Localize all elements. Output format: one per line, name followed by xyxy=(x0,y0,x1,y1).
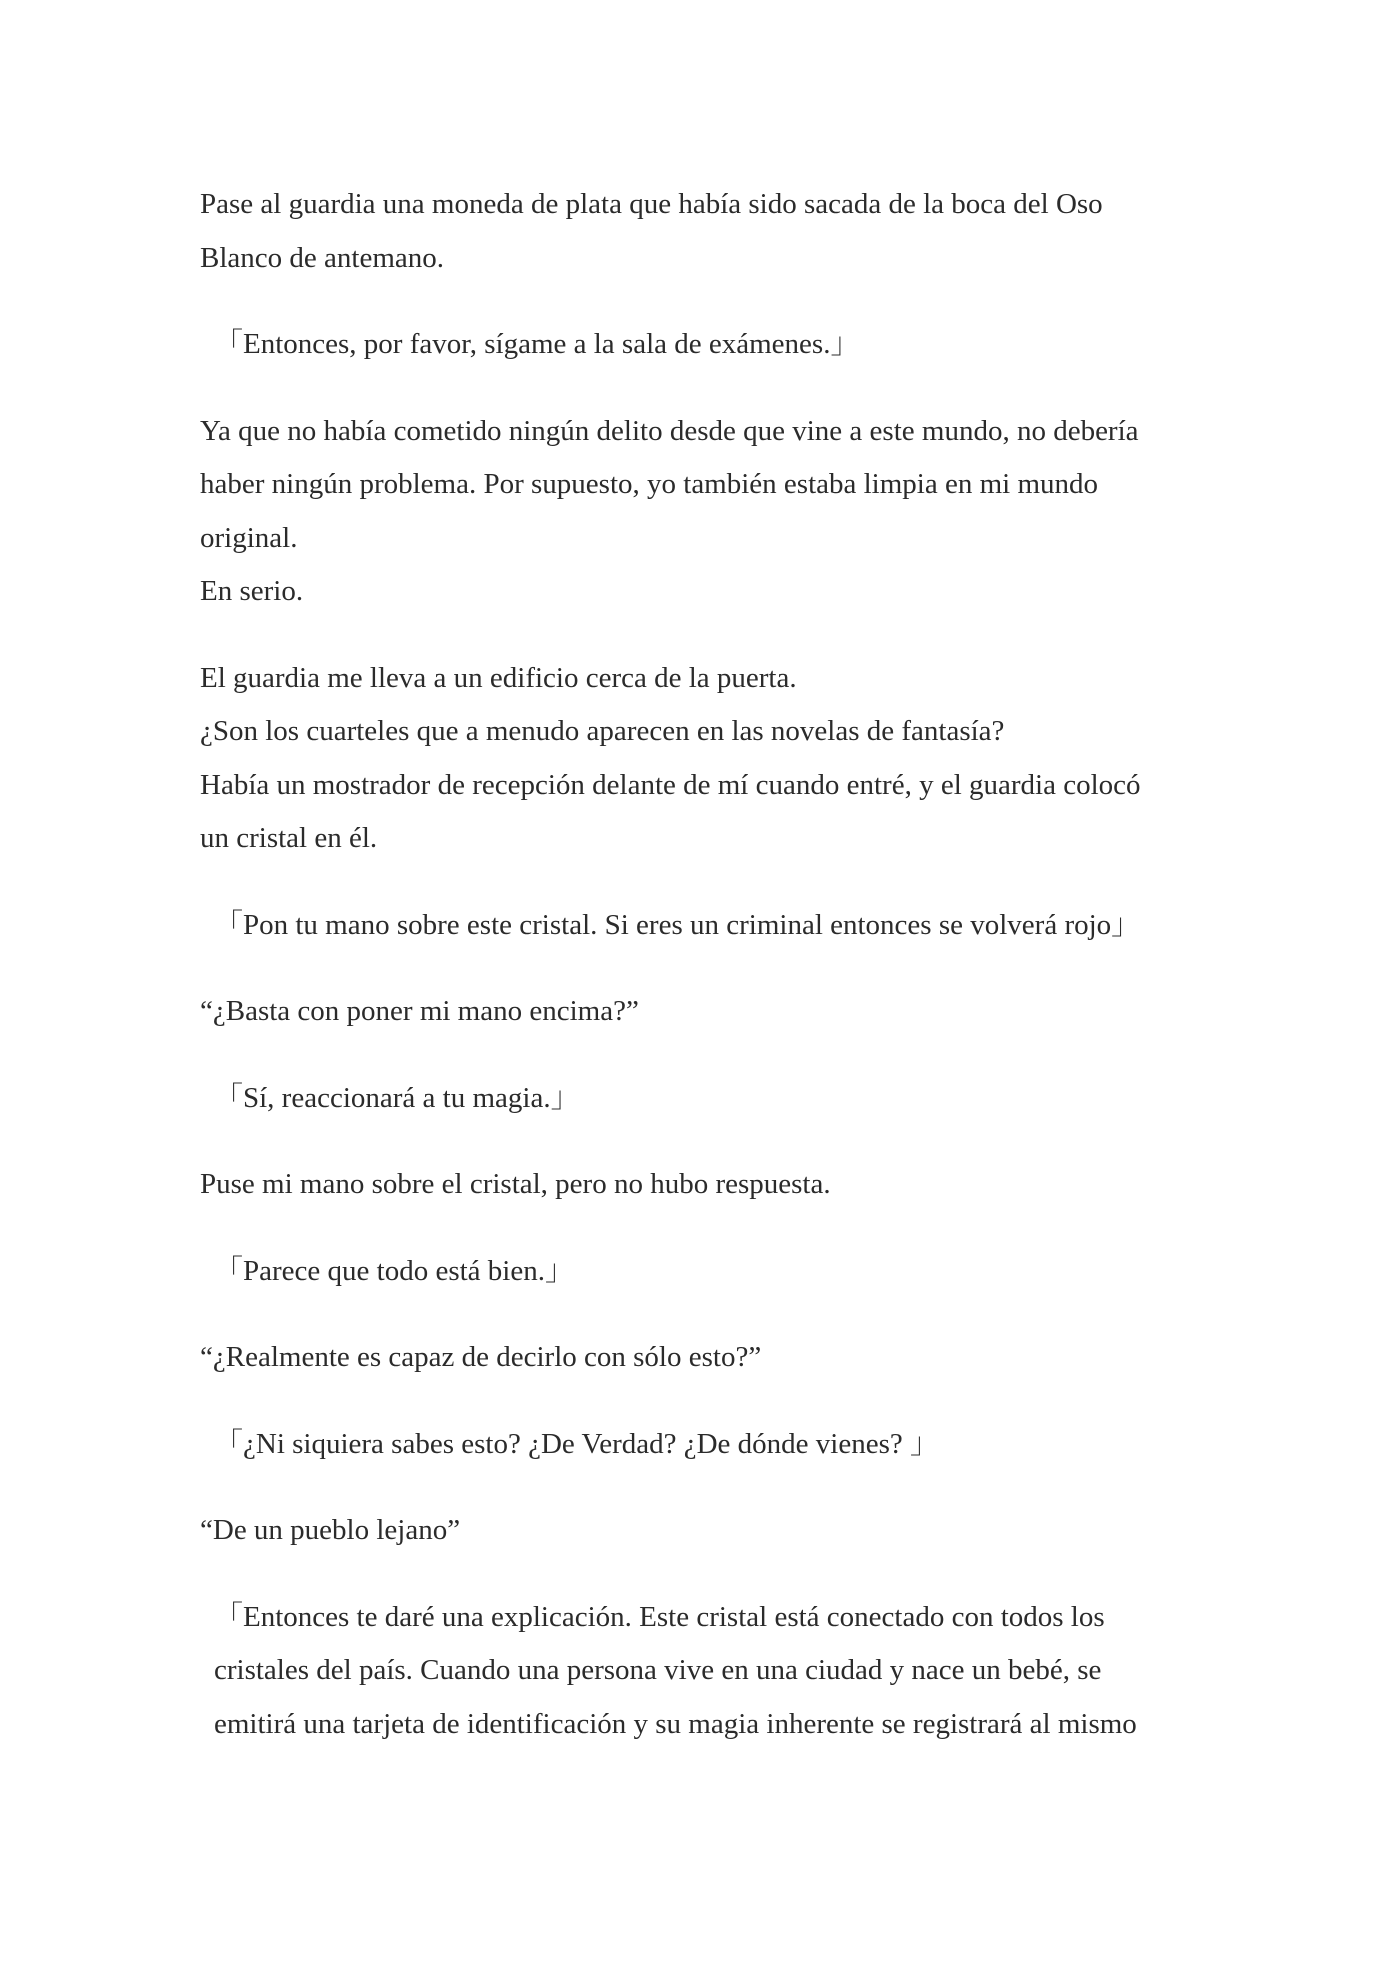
dialogue-paragraph xyxy=(200,1591,1210,1752)
dialogue-paragraph xyxy=(200,1072,1210,1126)
paragraph xyxy=(200,652,1210,866)
text-line: Pase al guardia una moneda de plata que había sido sacada de la boca del Oso xyxy=(200,188,1103,220)
text-line: “¿Basta con poner mi mano encima?” xyxy=(200,995,639,1027)
text-line: El guardia me lleva a un edificio cerca de la puerta. xyxy=(200,661,797,694)
text-line: 「Entonces, por favor, sígame a la sala de exámenes.」 xyxy=(214,328,860,360)
text-line: 「Sí, reaccionará a tu magia.」 xyxy=(214,1081,580,1114)
dialogue-paragraph xyxy=(200,899,1210,953)
text-line: un cristal en él. xyxy=(200,822,378,854)
text-line: “¿Realmente es capaz de decirlo con sólo esto?” xyxy=(200,1341,762,1373)
paragraph xyxy=(200,405,1210,619)
text-line: haber ningún problema. Por supuesto, yo también estaba limpia en mi mundo xyxy=(200,468,1099,500)
text-line: Había un mostrador de recepción delante de mí cuando entré, y el guardia colocó xyxy=(200,768,1141,801)
dialogue-paragraph xyxy=(200,1418,1210,1472)
text-line: 「¿Ni siquiera sabes esto? ¿De Verdad? ¿De dónde vienes? 」 xyxy=(214,1427,940,1460)
text-line: cristales del país. Cuando una persona vive en una ciudad y nace un bebé, se xyxy=(214,1654,1102,1686)
dialogue-paragraph xyxy=(200,318,1210,372)
text-line: 「Entonces te daré una explicación. Este cristal está conectado con todos los xyxy=(214,1600,1105,1633)
text-line: 「Pon tu mano sobre este cristal. Si eres un criminal entonces se volverá rojo」 xyxy=(214,908,1141,941)
text-line: 「Parece que todo está bien.」 xyxy=(214,1254,574,1287)
text-line: ¿Son los cuarteles que a menudo aparecen en las novelas de fantasía? xyxy=(200,715,1005,747)
paragraph xyxy=(200,1331,1210,1385)
dialogue-paragraph xyxy=(200,1245,1210,1299)
text-line: emitirá una tarjeta de identificación y su magia inherente se registrará al mismo xyxy=(214,1707,1137,1740)
paragraph xyxy=(200,178,1210,285)
text-line: “De un pueblo lejano” xyxy=(200,1514,461,1546)
paragraph xyxy=(200,985,1210,1039)
text-line: original. xyxy=(200,521,298,554)
text-line: Blanco de antemano. xyxy=(200,241,444,274)
paragraph xyxy=(200,1158,1210,1212)
text-line: En serio. xyxy=(200,575,304,607)
text-line: Puse mi mano sobre el cristal, pero no hubo respuesta. xyxy=(200,1168,831,1200)
document-body xyxy=(200,178,1210,1784)
text-line: Ya que no había cometido ningún delito desde que vine a este mundo, no debería xyxy=(200,414,1139,447)
paragraph xyxy=(200,1504,1210,1558)
